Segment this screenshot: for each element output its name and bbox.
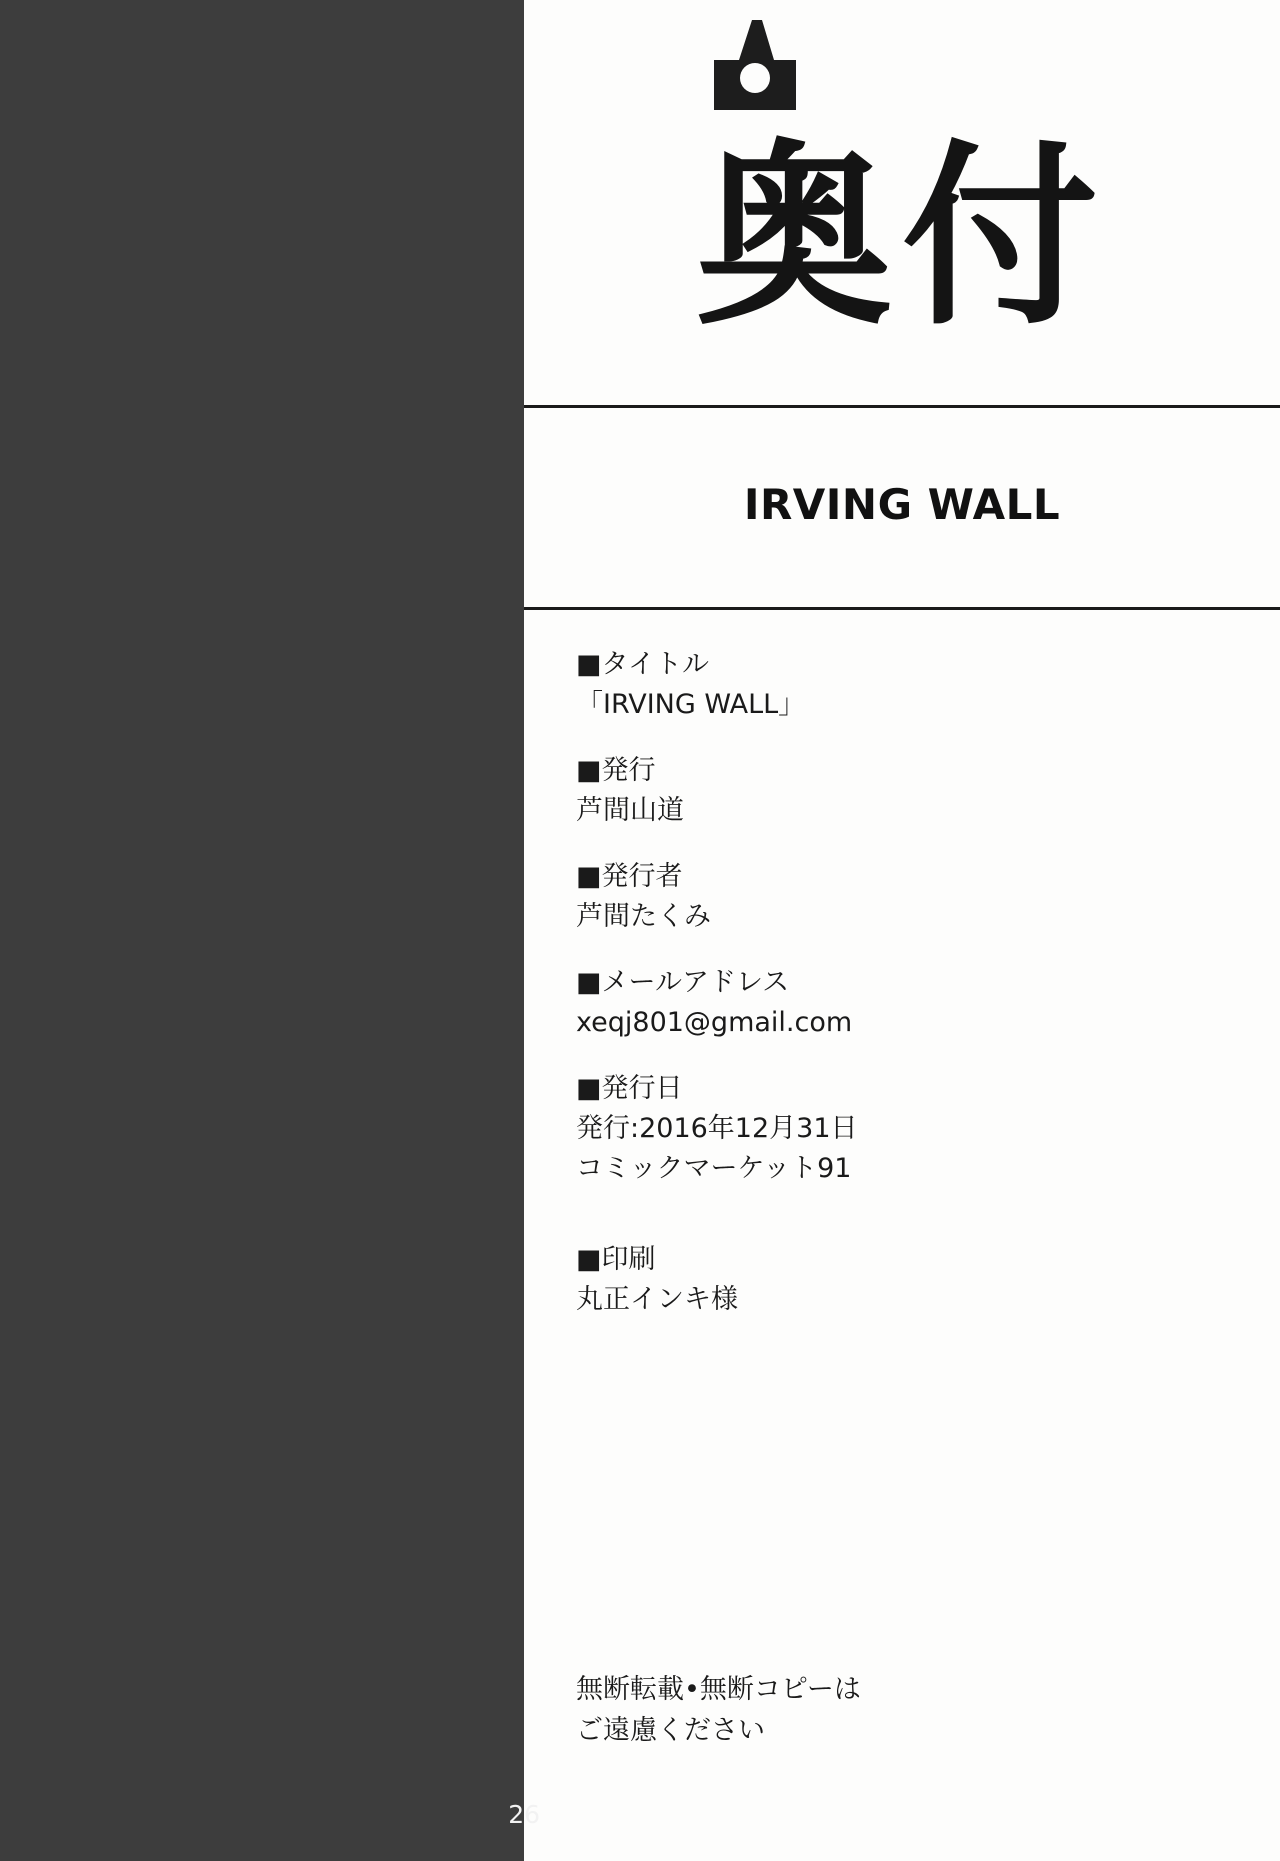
page-title: 奥付: [695, 124, 1108, 352]
copyright-line-2: ご遠慮ください: [576, 1714, 765, 1746]
colophon-list: [576, 645, 1236, 1346]
colophon-entry-author: [576, 857, 1236, 937]
brand-title: IRVING WALL: [743, 480, 1061, 529]
colophon-entry-publisher: [576, 751, 1236, 831]
title-value: 「IRVING WALL」: [576, 688, 806, 720]
colophon-entry-title: [576, 645, 1236, 725]
emblem-icon: [684, 18, 824, 114]
copyright-note: [576, 1670, 1236, 1751]
colophon-entry-printing: [576, 1240, 1236, 1320]
colophon-entry-email: [576, 963, 1236, 1043]
date-value-event: コミックマーケット91: [576, 1152, 852, 1184]
title-heading: ■タイトル: [576, 649, 709, 680]
colophon-content: [524, 0, 1280, 1861]
entry-spacer: [576, 1214, 1236, 1240]
author-value: 芦間たくみ: [576, 900, 711, 932]
email-heading: ■メールアドレス: [576, 966, 790, 998]
divider-top: [524, 405, 1280, 408]
colophon-entry-date: [576, 1069, 1236, 1189]
printing-heading: ■印刷: [576, 1244, 656, 1276]
copyright-line-1: 無断転載•無断コピーは: [576, 1674, 861, 1705]
publisher-heading: ■発行: [576, 754, 656, 786]
author-heading: ■発行者: [576, 860, 683, 892]
email-value[interactable]: xeqj801@gmail.com: [576, 1006, 853, 1038]
page-number: 26: [508, 1800, 540, 1829]
date-value-release: 発行:2016年12月31日: [576, 1112, 858, 1144]
divider-bottom: [524, 607, 1280, 610]
printing-value: 丸正インキ様: [576, 1284, 738, 1316]
publisher-value: 芦間山道: [576, 794, 684, 826]
date-heading: ■発行日: [576, 1072, 683, 1104]
left-dark-panel: [0, 0, 524, 1861]
